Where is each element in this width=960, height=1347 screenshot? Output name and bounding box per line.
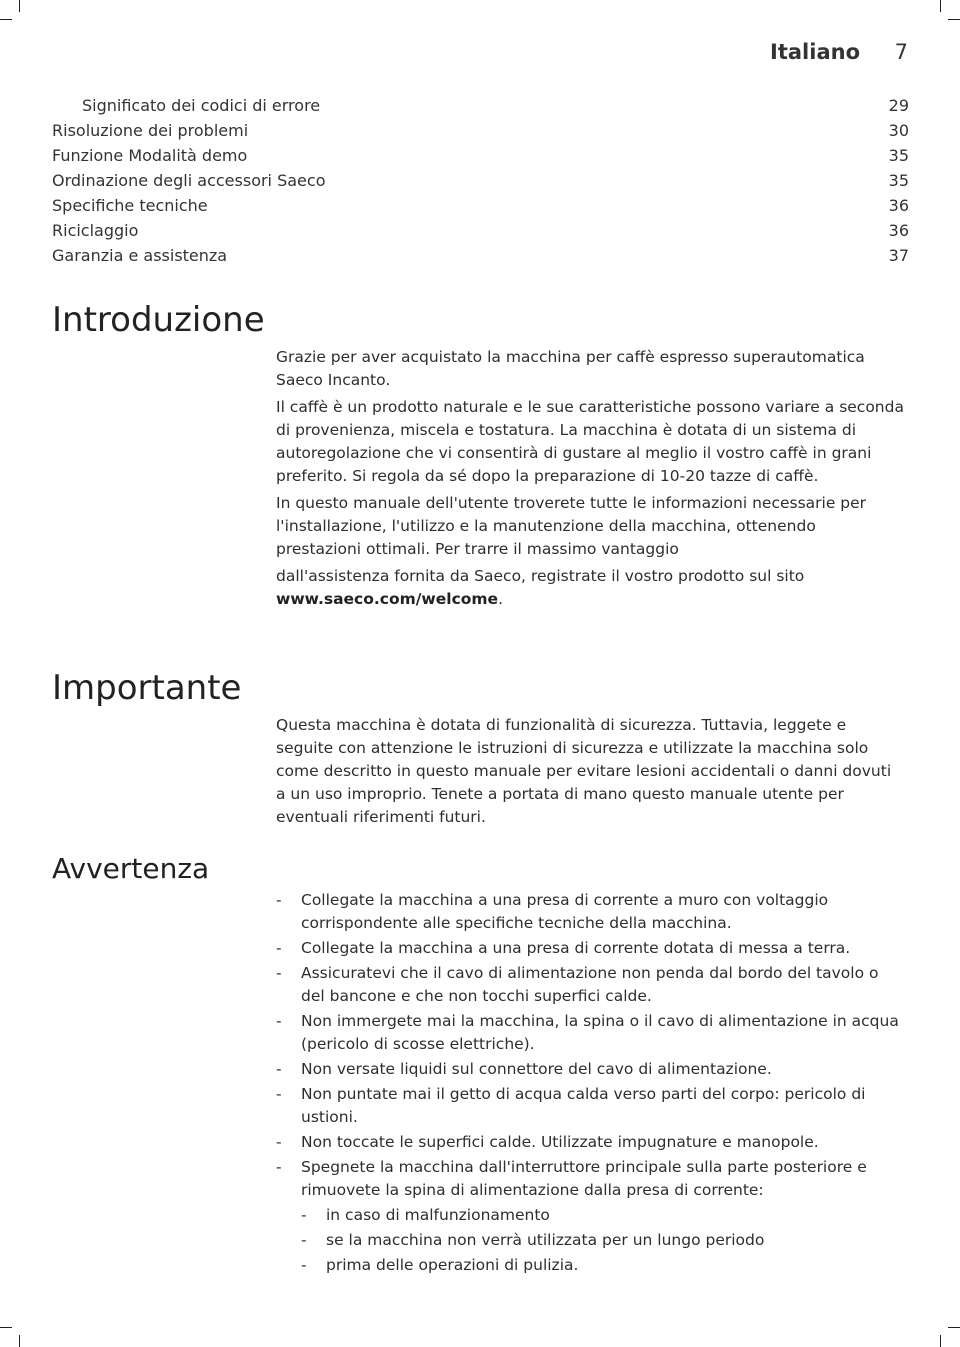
header-language: Italiano bbox=[770, 40, 860, 64]
warning-item bbox=[276, 962, 904, 1008]
dash-bullet-icon: - bbox=[301, 1231, 307, 1249]
section-title-importante: Importante bbox=[52, 668, 242, 708]
intro-paragraph: Il caffè è un prodotto naturale e le sue caratteristiche possono variare a seconda di provenienza, miscela e tostatura. La macchina è dotata di un sistema di autoregolazione che vi consentirà di gustare al meglio il vostro caffè in grani preferito. Si regola da sé dopo la preparazione di 10-20 tazze di caffè. bbox=[276, 398, 904, 485]
toc-entry-title: Funzione Modalità demo bbox=[52, 146, 248, 165]
toc-entry[interactable] bbox=[52, 243, 909, 268]
toc-entry-title: Specifiche tecniche bbox=[52, 196, 208, 215]
toc-entry[interactable] bbox=[52, 143, 909, 168]
warning-sub-item bbox=[301, 1204, 904, 1227]
crop-mark-bottom-right bbox=[940, 1335, 941, 1347]
dash-bullet-icon: - bbox=[276, 1012, 282, 1030]
toc-entry[interactable] bbox=[52, 218, 909, 243]
registration-text: dall'assistenza fornita da Saeco, registrate il vostro prodotto sul sito bbox=[276, 567, 805, 585]
warning-item bbox=[276, 889, 904, 935]
warning-item-text: Non toccate le superfici calde. Utilizzate impugnature e manopole. bbox=[301, 1133, 819, 1151]
section-title-introduzione: Introduzione bbox=[52, 300, 265, 340]
importante-paragraph: Questa macchina è dotata di funzionalità di sicurezza. Tuttavia, leggete e seguite con attenzione le istruzioni di sicurezza e utilizzate la macchina solo come descritto in questo manuale per evitare lesioni accidentali o danni dovuti a un uso improprio. Tenete a portata di mano questo manuale utente per eventuali riferimenti futuri. bbox=[276, 716, 892, 826]
toc-entry[interactable] bbox=[52, 193, 909, 218]
dash-bullet-icon: - bbox=[276, 1085, 282, 1103]
dash-bullet-icon: - bbox=[276, 891, 282, 909]
importante-body bbox=[276, 714, 904, 833]
toc-entry-page: 29 bbox=[888, 96, 909, 115]
toc-entry-page: 35 bbox=[888, 146, 909, 165]
toc-entry-title: Significato dei codici di errore bbox=[82, 96, 321, 115]
warning-item-text: Collegate la macchina a una presa di corrente a muro con voltaggio corrispondente alle specifiche tecniche della macchina. bbox=[301, 891, 829, 932]
toc-entry-title: Garanzia e assistenza bbox=[52, 246, 228, 265]
crop-mark-top-right bbox=[940, 0, 941, 12]
dash-bullet-icon: - bbox=[276, 939, 282, 957]
crop-mark-bottom-left bbox=[0, 1327, 12, 1328]
warning-sub-list bbox=[301, 1204, 904, 1277]
warning-sub-item-text: in caso di malfunzionamento bbox=[326, 1206, 550, 1224]
toc-entry-page: 30 bbox=[888, 121, 909, 140]
warning-sub-item-text: prima delle operazioni di pulizia. bbox=[326, 1256, 579, 1274]
warning-item-text: Spegnete la macchina dall'interruttore principale sulla parte posteriore e rimuovete la spina di alimentazione dalla presa di corrente: bbox=[301, 1158, 867, 1199]
registration-period: . bbox=[498, 590, 504, 608]
crop-mark-top-left bbox=[0, 19, 12, 20]
dash-bullet-icon: - bbox=[276, 964, 282, 982]
crop-mark-bottom-left bbox=[19, 1335, 20, 1347]
toc-entry-page: 36 bbox=[888, 196, 909, 215]
dash-bullet-icon: - bbox=[301, 1256, 307, 1274]
dash-bullet-icon: - bbox=[276, 1133, 282, 1151]
toc-entry[interactable] bbox=[52, 93, 909, 118]
saeco-welcome-link[interactable]: www.saeco.com/welcome bbox=[276, 590, 499, 608]
warning-item bbox=[276, 1083, 904, 1129]
crop-mark-top-right bbox=[948, 19, 960, 20]
warning-item-text: Non versate liquidi sul connettore del cavo di alimentazione. bbox=[301, 1060, 772, 1078]
intro-paragraph: Grazie per aver acquistato la macchina per caffè espresso superautomatica Saeco Incanto. bbox=[276, 348, 865, 389]
warning-item bbox=[276, 937, 904, 960]
intro-paragraph: In questo manuale dell'utente troverete tutte le informazioni necessarie per l'installazione, l'utilizzo e la manutenzione della macchina, ottenendo prestazioni ottimali. Per trarre il massimo vantaggio bbox=[276, 494, 867, 558]
table-of-contents bbox=[52, 93, 909, 268]
warning-item bbox=[276, 1156, 904, 1277]
intro-paragraph-registration bbox=[276, 565, 904, 611]
warning-item-text: Collegate la macchina a una presa di corrente dotata di messa a terra. bbox=[301, 939, 851, 957]
toc-entry-page: 36 bbox=[888, 221, 909, 240]
warning-item-text: Assicuratevi che il cavo di alimentazione non penda dal bordo del tavolo o del bancone e che non tocchi superfici calde. bbox=[301, 964, 879, 1005]
toc-entry[interactable] bbox=[52, 168, 909, 193]
toc-entry-page: 35 bbox=[888, 171, 909, 190]
warning-item-text: Non immergete mai la macchina, la spina o il cavo di alimentazione in acqua (pericolo di scosse elettriche). bbox=[301, 1012, 899, 1053]
introduzione-body bbox=[276, 346, 904, 615]
header-page-number: 7 bbox=[894, 40, 908, 64]
crop-mark-top-left bbox=[19, 0, 20, 12]
toc-entry[interactable] bbox=[52, 118, 909, 143]
warning-sub-item bbox=[301, 1229, 904, 1252]
warning-sub-item-text: se la macchina non verrà utilizzata per un lungo periodo bbox=[326, 1231, 765, 1249]
warning-sub-item bbox=[301, 1254, 904, 1277]
dash-bullet-icon: - bbox=[276, 1060, 282, 1078]
toc-entry-page: 37 bbox=[888, 246, 909, 265]
toc-entry-title: Riciclaggio bbox=[52, 221, 139, 240]
toc-entry-title: Ordinazione degli accessori Saeco bbox=[52, 171, 326, 190]
section-title-avvertenza: Avvertenza bbox=[52, 852, 210, 885]
toc-entry-title: Risoluzione dei problemi bbox=[52, 121, 249, 140]
dash-bullet-icon: - bbox=[301, 1206, 307, 1224]
warning-item bbox=[276, 1131, 904, 1154]
warning-item bbox=[276, 1010, 904, 1056]
warning-item bbox=[276, 1058, 904, 1081]
warning-list bbox=[276, 889, 904, 1279]
crop-mark-bottom-right bbox=[948, 1327, 960, 1328]
warning-item-text: Non puntate mai il getto di acqua calda verso parti del corpo: pericolo di ustioni. bbox=[301, 1085, 866, 1126]
dash-bullet-icon: - bbox=[276, 1158, 282, 1176]
